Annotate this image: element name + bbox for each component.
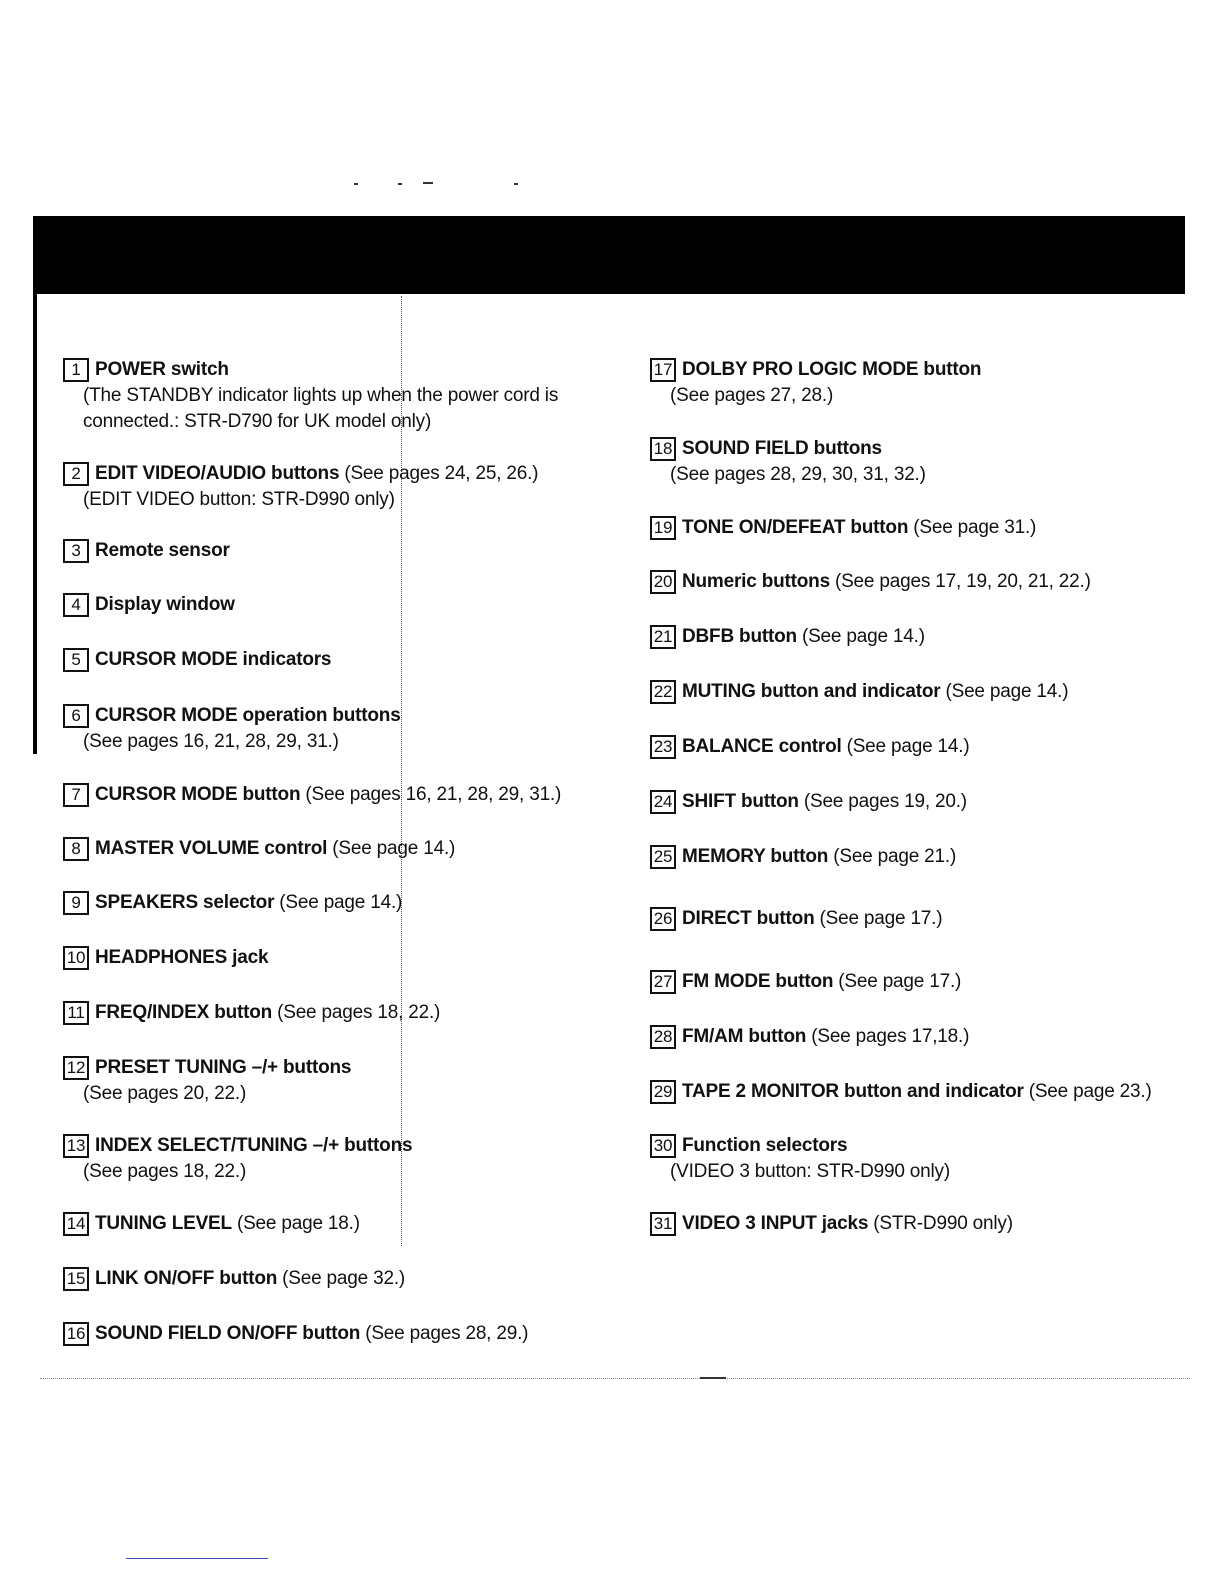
entry-page-reference: (See pages 19, 20.) (803, 791, 967, 812)
index-entry (650, 789, 967, 815)
entry-line (650, 844, 956, 870)
entry-label: TUNING LEVEL (95, 1213, 232, 1234)
entry-label: SHIFT button (682, 791, 799, 812)
entry-number-box: 16 (63, 1322, 89, 1346)
entry-page-reference: (See pages 17, 19, 20, 21, 22.) (834, 571, 1091, 592)
entry-label: MASTER VOLUME control (95, 838, 328, 859)
entry-label: HEADPHONES jack (95, 947, 269, 968)
entry-number-box: 31 (650, 1212, 676, 1236)
entry-line (650, 906, 942, 932)
entry-number-box: 13 (63, 1134, 89, 1158)
entry-label: DIRECT button (682, 908, 815, 929)
bottom-rule (40, 1378, 1190, 1379)
entry-number-box: 17 (650, 358, 676, 382)
index-entry (650, 1024, 969, 1050)
entry-label: Remote sensor (95, 540, 230, 561)
entry-number-box: 25 (650, 845, 676, 869)
entry-page-reference: (See page 14.) (801, 626, 925, 647)
entry-line (63, 890, 402, 916)
entry-page-reference: (See page 14.) (846, 736, 970, 757)
index-entry (63, 1266, 405, 1292)
entry-label: EDIT VIDEO/AUDIO buttons (95, 463, 340, 484)
entry-label: TONE ON/DEFEAT button (682, 517, 909, 538)
entry-line (650, 1079, 1152, 1105)
entry-label: BALANCE control (682, 736, 842, 757)
entry-label: SOUND FIELD buttons (682, 438, 882, 459)
index-entry (63, 836, 455, 862)
entry-note: (EDIT VIDEO button: STR-D990 only) (83, 489, 395, 510)
entry-label: SPEAKERS selector (95, 892, 275, 913)
entry-line (650, 436, 926, 462)
entry-line (63, 782, 561, 808)
entry-number-box: 21 (650, 625, 676, 649)
entry-number-box: 27 (650, 970, 676, 994)
index-entry (650, 734, 969, 760)
entry-number-box: 9 (63, 891, 89, 915)
entry-line (63, 592, 240, 618)
entry-label: INDEX SELECT/TUNING –/+ buttons (95, 1135, 413, 1156)
entry-line (63, 357, 558, 383)
entry-line (63, 1211, 360, 1237)
index-entry (650, 357, 986, 409)
index-entry (63, 703, 406, 755)
left-margin-rule (33, 294, 37, 754)
index-entry (63, 1321, 528, 1347)
index-entry (63, 945, 273, 971)
scan-mark (423, 182, 433, 184)
entry-number-box: 18 (650, 437, 676, 461)
entry-line (650, 357, 986, 383)
entry-line (63, 461, 538, 487)
entry-page-reference: (See pages 24, 25, 26.) (344, 463, 539, 484)
index-entry (63, 890, 402, 916)
entry-page-reference: (See page 17.) (838, 971, 962, 992)
entry-label: DBFB button (682, 626, 797, 647)
entry-line (650, 1024, 969, 1050)
entry-page-reference: (See page 14.) (945, 681, 1069, 702)
index-entry (650, 969, 961, 995)
entry-line (650, 969, 961, 995)
index-entry (650, 569, 1091, 595)
entry-number-box: 30 (650, 1134, 676, 1158)
entry-page-reference: (See page 14.) (279, 892, 403, 913)
entry-note: connected.: STR-D790 for UK model only) (83, 411, 432, 432)
entry-page-reference: (See page 18.) (236, 1213, 360, 1234)
entry-page-reference: (See page 21.) (833, 846, 957, 867)
entry-note: (The STANDBY indicator lights up when the power cord is (83, 385, 559, 406)
entry-number-box: 26 (650, 907, 676, 931)
entry-note: (See pages 27, 28.) (670, 385, 834, 406)
entry-line (650, 789, 967, 815)
index-entry (650, 515, 1036, 541)
entry-number-box: 2 (63, 462, 89, 486)
entry-label: POWER switch (95, 359, 229, 380)
entry-line (63, 1133, 417, 1159)
entry-line (650, 679, 1068, 705)
index-entry (63, 592, 240, 618)
entry-line (63, 1000, 440, 1026)
entry-number-box: 5 (63, 648, 89, 672)
entry-line (63, 836, 455, 862)
entry-page-reference: (See pages 17,18.) (811, 1026, 970, 1047)
entry-line (650, 624, 925, 650)
entry-line (63, 1266, 405, 1292)
entry-number-box: 22 (650, 680, 676, 704)
entry-line (650, 569, 1091, 595)
entry-line (63, 1321, 528, 1347)
entry-number-box: 20 (650, 570, 676, 594)
entry-label: Numeric buttons (682, 571, 830, 592)
entry-number-box: 19 (650, 516, 676, 540)
entry-note: (See pages 16, 21, 28, 29, 31.) (83, 731, 339, 752)
entry-number-box: 15 (63, 1267, 89, 1291)
entry-page-reference: (See page 31.) (913, 517, 1037, 538)
entry-note: (See pages 18, 22.) (83, 1161, 247, 1182)
entry-number-box: 7 (63, 783, 89, 807)
entry-line (63, 1055, 356, 1081)
entry-label: VIDEO 3 INPUT jacks (682, 1213, 869, 1234)
entry-line (650, 734, 969, 760)
entry-number-box: 3 (63, 539, 89, 563)
entry-number-box: 29 (650, 1080, 676, 1104)
entry-label: PRESET TUNING –/+ buttons (95, 1057, 352, 1078)
entry-number-box: 14 (63, 1212, 89, 1236)
entry-label: FM/AM button (682, 1026, 807, 1047)
index-entry (650, 1079, 1152, 1105)
entry-number-box: 8 (63, 837, 89, 861)
entry-label: MUTING button and indicator (682, 681, 941, 702)
entry-label: TAPE 2 MONITOR button and indicator (682, 1081, 1024, 1102)
entry-page-reference: (See page 17.) (819, 908, 943, 929)
index-entry (63, 782, 561, 808)
entry-label: Display window (95, 594, 235, 615)
entry-label: SOUND FIELD ON/OFF button (95, 1323, 361, 1344)
entry-label: DOLBY PRO LOGIC MODE button (682, 359, 982, 380)
entry-label: CURSOR MODE indicators (95, 649, 332, 670)
entry-page-reference: (See page 32.) (282, 1268, 406, 1289)
fold-line (401, 296, 402, 1246)
entry-page-reference: (See pages 16, 21, 28, 29, 31.) (305, 784, 562, 805)
entry-number-box: 28 (650, 1025, 676, 1049)
entry-page-reference: (STR-D990 only) (873, 1213, 1013, 1234)
entry-number-box: 10 (63, 946, 89, 970)
index-entry (63, 357, 558, 435)
index-entry (63, 538, 235, 564)
entry-number-box: 23 (650, 735, 676, 759)
entry-note: (VIDEO 3 button: STR-D990 only) (670, 1161, 950, 1182)
scan-mark (398, 183, 402, 185)
index-entry (650, 679, 1068, 705)
scan-mark (700, 1377, 726, 1379)
entry-number-box: 4 (63, 593, 89, 617)
index-entry (650, 436, 926, 488)
entry-note: (See pages 20, 22.) (83, 1083, 247, 1104)
entry-number-box: 12 (63, 1056, 89, 1080)
entry-label: LINK ON/OFF button (95, 1268, 278, 1289)
entry-line (63, 538, 235, 564)
entry-page-reference: (See page 14.) (332, 838, 456, 859)
entry-number-box: 24 (650, 790, 676, 814)
entry-label: CURSOR MODE button (95, 784, 301, 805)
index-entry (650, 624, 925, 650)
entry-line (650, 1211, 1013, 1237)
entry-label: FREQ/INDEX button (95, 1002, 273, 1023)
entry-line (63, 647, 336, 673)
index-entry (63, 1055, 356, 1107)
entry-number-box: 6 (63, 704, 89, 728)
index-entry (63, 1211, 360, 1237)
header-band (33, 216, 1185, 294)
index-entry (650, 906, 942, 932)
index-entry (63, 1000, 440, 1026)
scan-mark (514, 183, 518, 185)
entry-label: FM MODE button (682, 971, 834, 992)
scan-mark (354, 183, 358, 185)
entry-line (650, 1133, 950, 1159)
index-entry (650, 844, 956, 870)
index-entry (63, 461, 538, 513)
index-entry (650, 1211, 1013, 1237)
entry-line (650, 515, 1036, 541)
entry-note: (See pages 28, 29, 30, 31, 32.) (670, 464, 926, 485)
entry-line (63, 703, 406, 729)
index-entry (650, 1133, 950, 1185)
footer-link-line (126, 1558, 268, 1559)
entry-label: CURSOR MODE operation buttons (95, 705, 401, 726)
entry-number-box: 11 (63, 1001, 89, 1025)
entry-label: MEMORY button (682, 846, 829, 867)
entry-page-reference: (See page 23.) (1028, 1081, 1152, 1102)
entry-page-reference: (See pages 18, 22.) (277, 1002, 441, 1023)
index-entry (63, 1133, 417, 1185)
entry-label: Function selectors (682, 1135, 848, 1156)
index-entry (63, 647, 336, 673)
entry-number-box: 1 (63, 358, 89, 382)
entry-line (63, 945, 273, 971)
entry-page-reference: (See pages 28, 29.) (365, 1323, 529, 1344)
